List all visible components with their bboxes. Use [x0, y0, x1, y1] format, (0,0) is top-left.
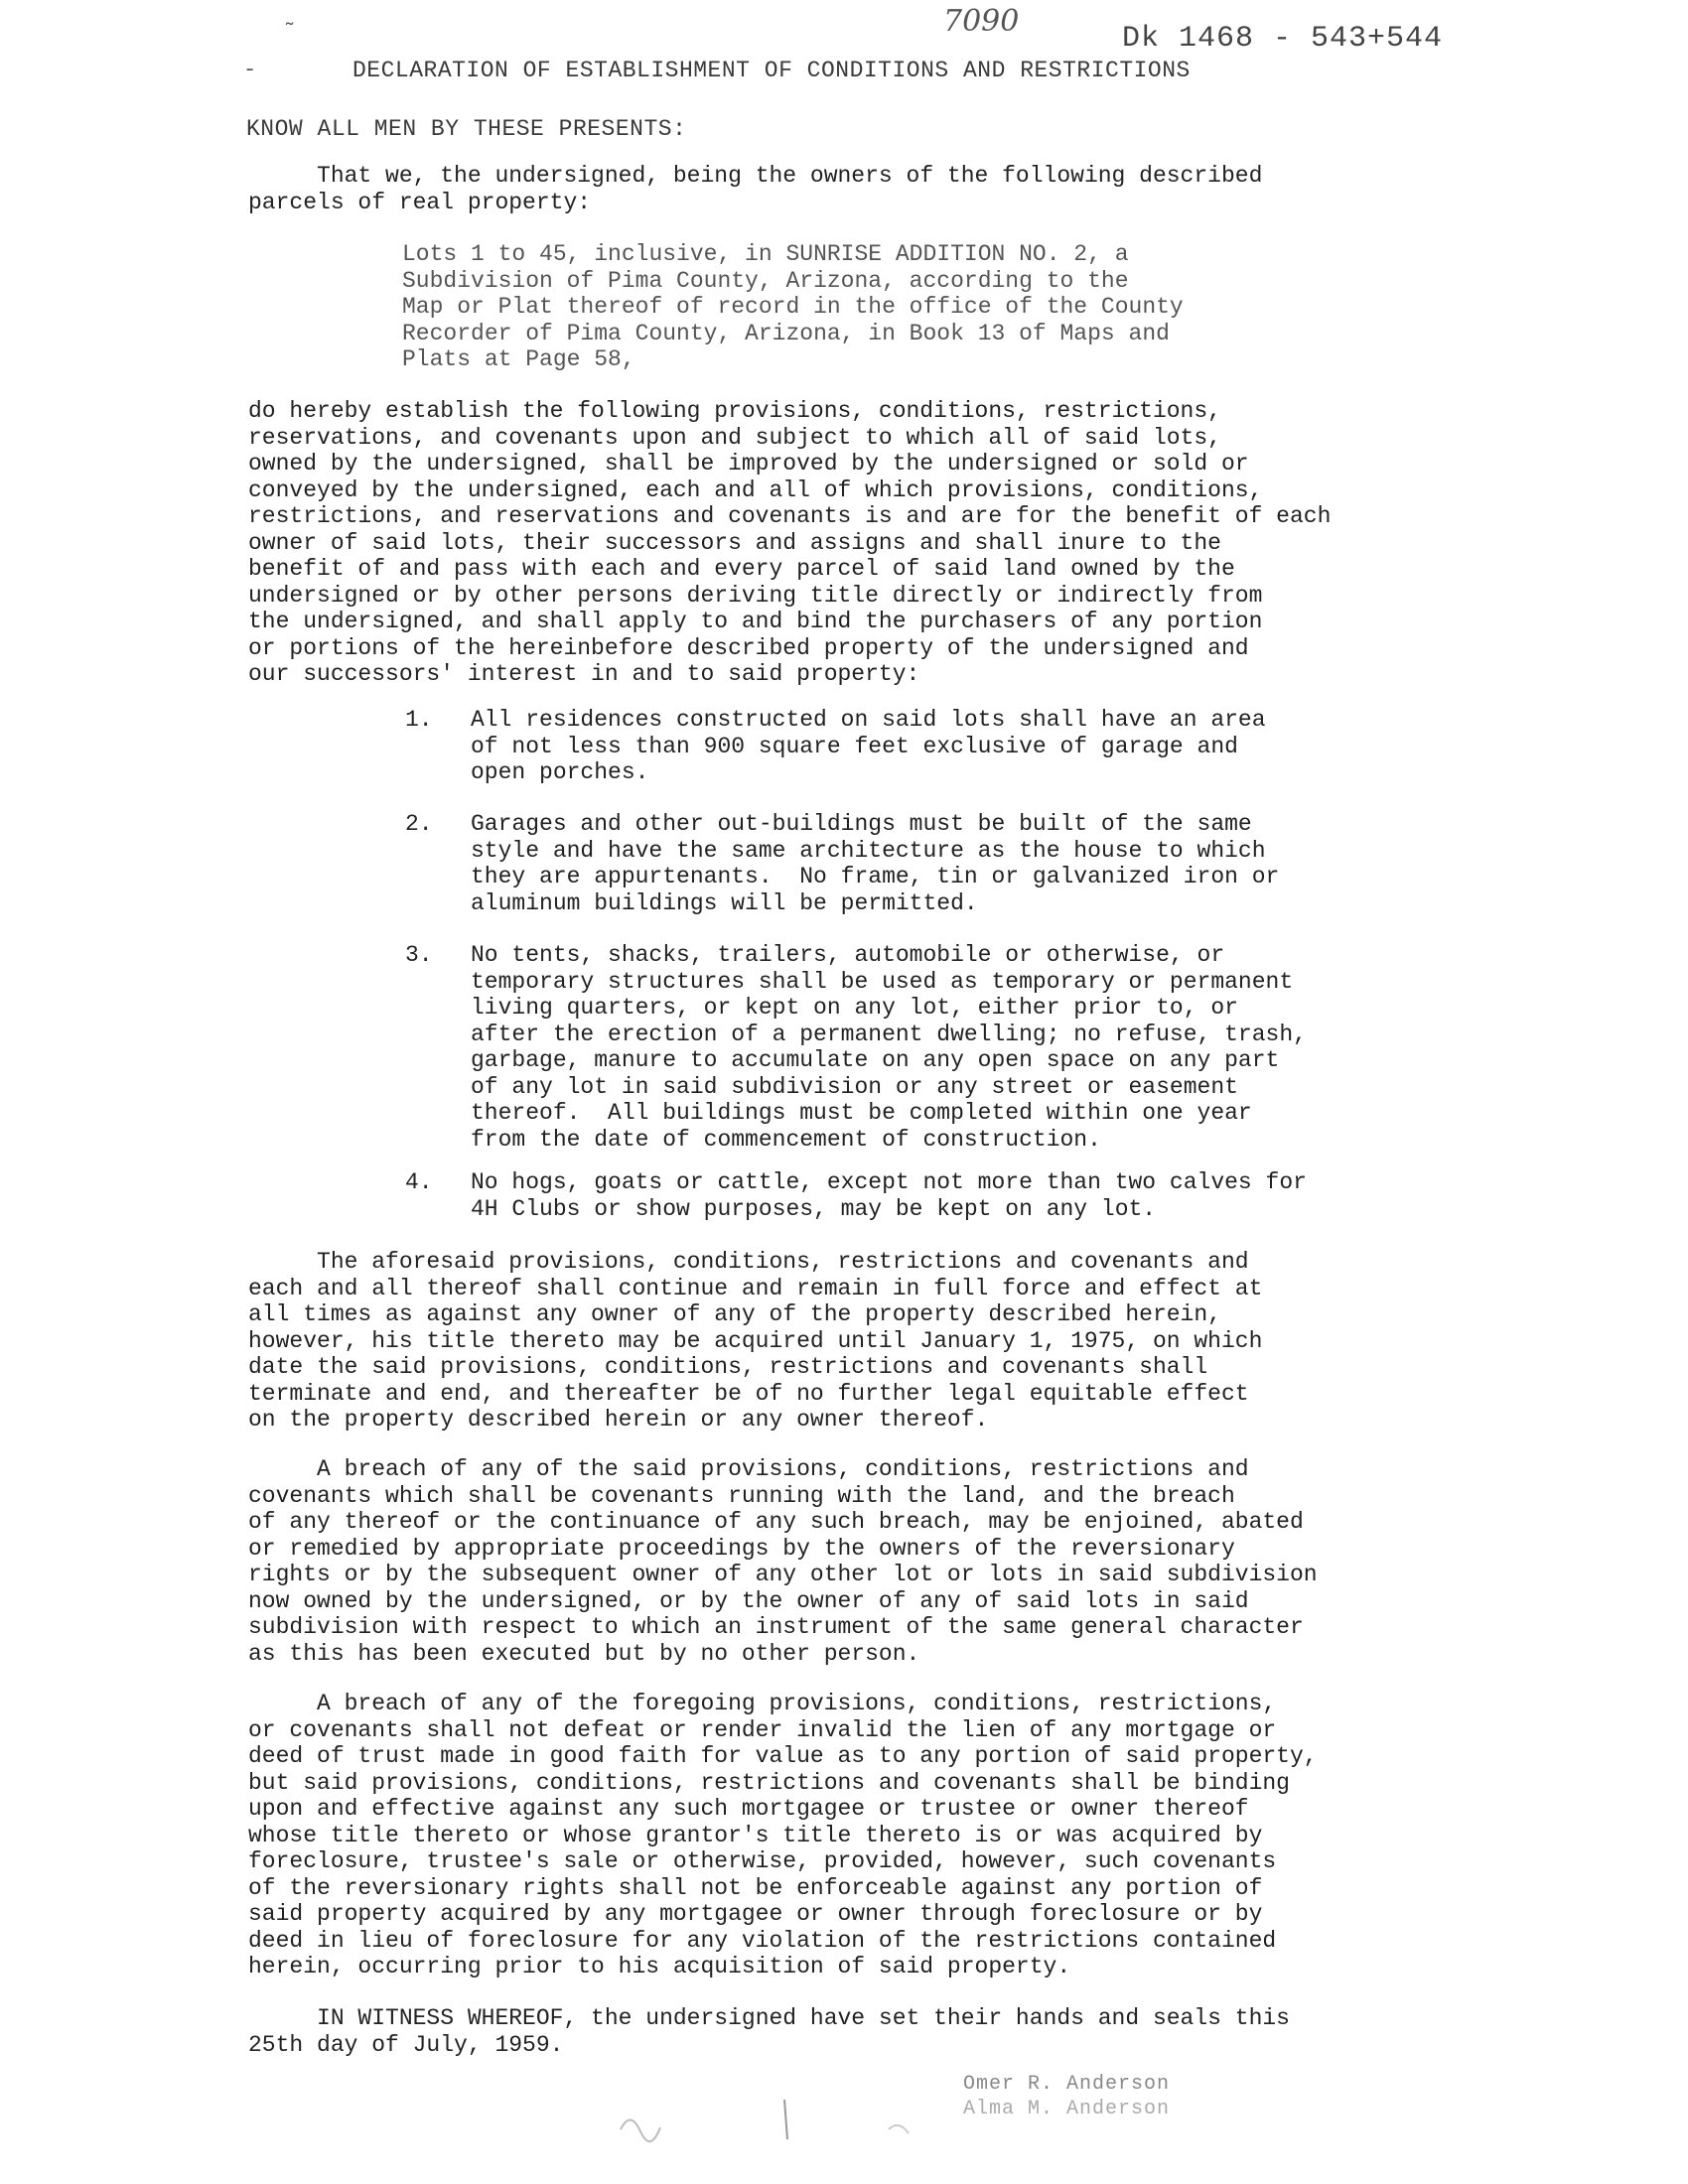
item-number: 1. [405, 707, 433, 733]
witness-paragraph: IN WITNESS WHEREOF, the undersigned have set their hands and seals this 25th day of July, 1959. [248, 2005, 1290, 2058]
document-number: Dk 1468 - 543+544 [1122, 22, 1444, 56]
salutation: KNOW ALL MEN BY THESE PRESENTS: [246, 116, 687, 142]
item-text: All residences constructed on said lots shall have an area of not less than 900 square feet exclusive of garage and open porches. [471, 707, 1266, 785]
intro-paragraph: That we, the undersigned, being the owners of the following described parcels of real property: [248, 163, 1263, 215]
item-text: Garages and other out-buildings must be built of the same style and have the same architecture as the house to which they are appurtenants. No frame, tin or galvanized iron or aluminum buildings will be permitted. [471, 811, 1280, 916]
duration-paragraph: The aforesaid provisions, conditions, restrictions and covenants and each and all thereof shall continue and remain in full force and effect at all times as against any owner of any of the property described herein, however, his title thereto may be acquired until January 1, 1975, on which date the said provisions, conditions, restrictions and covenants shall terminate and end, and thereafter be of no further legal equitable effect on the property described herein or any owner thereof. [248, 1249, 1263, 1433]
corner-tick-mark: ˜ [283, 20, 297, 45]
handwritten-mark: 7090 [943, 4, 1020, 39]
item-number: 2. [405, 811, 433, 837]
breach-paragraph: A breach of any of the said provisions, conditions, restrictions and covenants which shall be covenants running with the land, and the breach of any thereof or the continuance of any such breach, may be enjoined, abated or remedied by appropriate proceedings by the owners of the reversionary rights or by the subsequent owner of any other lot or lots in said subdivision now owned by the undersigned, or by the owner of any of said lots in said subdivision with respect to which an instrument of the same general character as this has been executed but by no other person. [248, 1456, 1318, 1667]
faint-signature-marks [611, 2090, 928, 2149]
mortgage-paragraph: A breach of any of the foregoing provisions, conditions, restrictions, or covenants shall not defeat or render invalid the lien of any mortgage or deed of trust made in good faith for value as to any portion of said property, but said provisions, conditions, restrictions and covenants shall be binding upon and effective against any such mortgagee or trustee or owner thereof whose title thereto or whose grantor's title thereto is or was acquired by foreclosure, trustee's sale or otherwise, provided, however, such covenants of the reversionary rights shall not be enforceable against any portion of said property acquired by any mortgagee or owner through foreclosure or by deed in lieu of foreclosure for any violation of the restrictions contained herein, occurring prior to his acquisition of said property. [248, 1691, 1318, 1979]
item-text: No hogs, goats or cattle, except not more than two calves for 4H Clubs or show purposes, may be kept on any lot. [471, 1169, 1307, 1222]
signature-2: Alma M. Anderson [963, 2098, 1171, 2120]
property-description: Lots 1 to 45, inclusive, in SUNRISE ADDITION NO. 2, a Subdivision of Pima County, Arizona, according to the Map or Plat thereof of record in the office of the County Recorder of Pima County, Arizona, in Book 13 of Maps and Plats at Page 58, [402, 241, 1184, 372]
item-text: No tents, shacks, trailers, automobile or otherwise, or temporary structures shall be used as temporary or permanent living quarters, or kept on any lot, either prior to, or after the erection of a permanent dwelling; no refuse, trash, garbage, manure to accumulate on any open space on any part of any lot in said subdivision or any street or easement thereof. All buildings must be completed within one year from the date of commencement of construction. [471, 942, 1307, 1153]
establishment-paragraph: do hereby establish the following provisions, conditions, restrictions, reservations, and covenants upon and subject to which all of said lots, owned by the undersigned, shall be improved by the undersigned or sold or conveyed by the undersigned, each and all of which provisions, conditions, restrictions, and reservations and covenants is and are for the benefit of each owner of said lots, their successors and assigns and shall inure to the benefit of and pass with each and every parcel of said land owned by the undersigned or by other persons deriving title directly or indirectly from the undersigned, and shall apply to and bind the purchasers of any portion or portions of the hereinbefore described property of the undersigned and our successors' interest in and to said property: [248, 398, 1332, 687]
item-number: 3. [405, 942, 433, 968]
margin-tick-mark: - [243, 58, 257, 82]
item-number: 4. [405, 1169, 433, 1195]
document-title: DECLARATION OF ESTABLISHMENT OF CONDITIONS AND RESTRICTIONS [352, 58, 1191, 83]
signature-1: Omer R. Anderson [963, 2073, 1171, 2096]
